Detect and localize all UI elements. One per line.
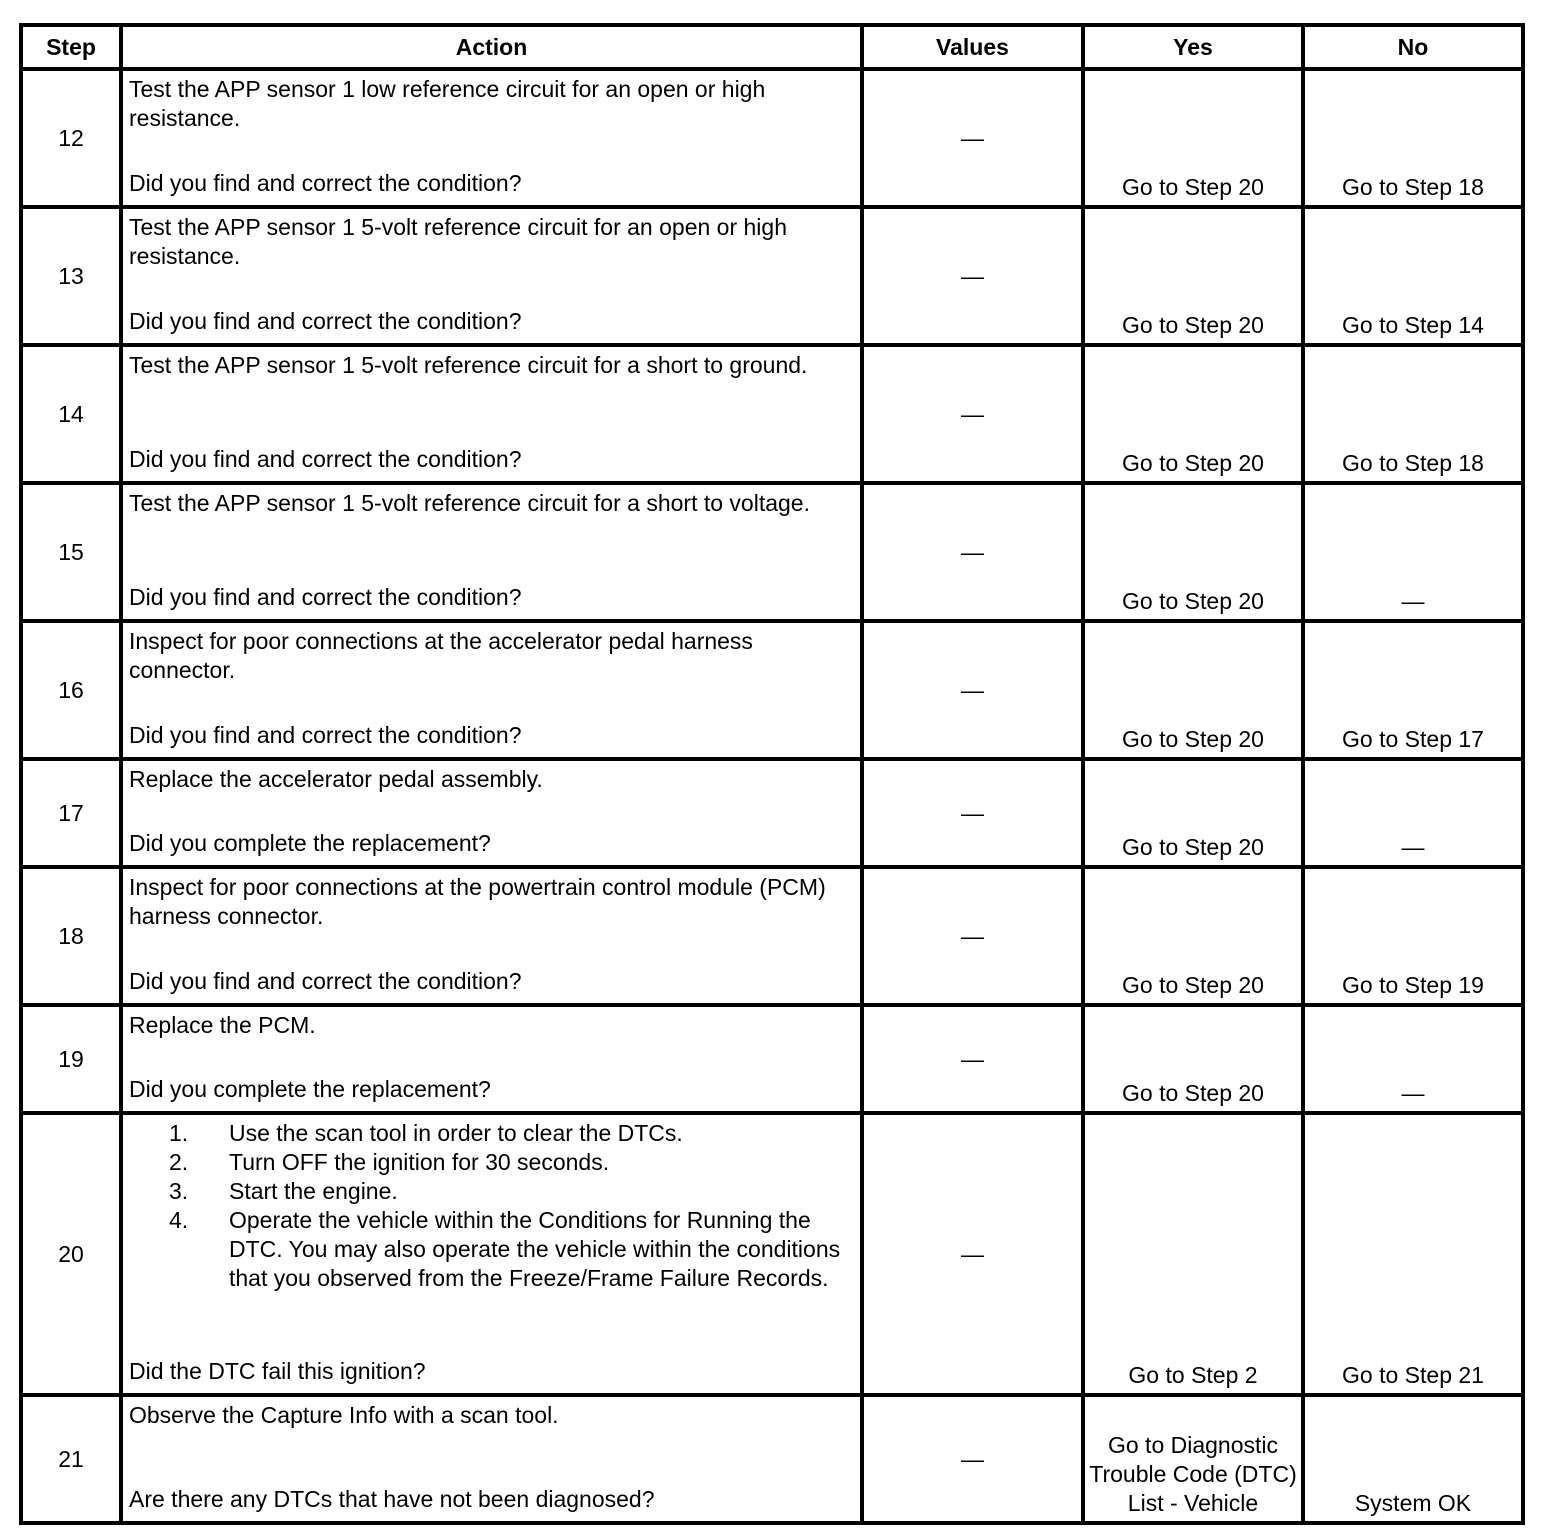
values-cell: — (862, 207, 1083, 345)
table-row (21, 207, 1523, 345)
action-cell (121, 867, 862, 1005)
list-item-number: 4. (169, 1207, 189, 1233)
action-text: Observe the Capture Info with a scan tool. (129, 1402, 559, 1428)
list-item-number: 1. (169, 1120, 189, 1146)
values-cell: — (862, 759, 1083, 867)
yes-cell: Go to Step 20 (1083, 759, 1303, 867)
step-number: 20 (21, 1113, 121, 1395)
list-item-number: 3. (169, 1178, 189, 1204)
yes-cell: Go to Step 20 (1083, 483, 1303, 621)
yes-cell: Go to Step 20 (1083, 207, 1303, 345)
list-item-number: 2. (169, 1149, 189, 1175)
header-row (21, 25, 1523, 69)
action-question: Did you complete the replacement? (129, 830, 491, 856)
header-action: Action (121, 25, 862, 69)
yes-cell: Go to Step 2 (1083, 1113, 1303, 1395)
list-item-text: Operate the vehicle within the Conditions for Running the DTC. You may also operate the vehicle within the conditions that you observed from the Freeze/Frame Failure Records. (229, 1207, 841, 1291)
step-number: 21 (21, 1395, 121, 1523)
header-yes: Yes (1083, 25, 1303, 69)
action-text: Test the APP sensor 1 5-volt reference circuit for a short to voltage. (129, 490, 810, 516)
list-item (169, 1148, 854, 1177)
list-item (169, 1206, 854, 1293)
step-number: 15 (21, 483, 121, 621)
step-number: 18 (21, 867, 121, 1005)
header-no: No (1303, 25, 1523, 69)
table-row (21, 867, 1523, 1005)
action-cell (121, 345, 862, 483)
step-number: 14 (21, 345, 121, 483)
no-cell: Go to Step 17 (1303, 621, 1523, 759)
table-body (21, 69, 1523, 1523)
action-cell (121, 759, 862, 867)
list-item-text: Start the engine. (229, 1178, 398, 1204)
table-row (21, 483, 1523, 621)
no-cell: — (1303, 1005, 1523, 1113)
yes-cell: Go to Diagnostic Trouble Code (DTC) List - Vehicle (1083, 1395, 1303, 1523)
table-row (21, 1113, 1523, 1395)
action-cell (121, 69, 862, 207)
values-cell: — (862, 69, 1083, 207)
list-item-text: Turn OFF the ignition for 30 seconds. (229, 1149, 610, 1175)
action-question: Did you find and correct the condition? (129, 446, 522, 472)
step-number: 17 (21, 759, 121, 867)
table-row (21, 621, 1523, 759)
no-cell: — (1303, 483, 1523, 621)
no-cell: Go to Step 18 (1303, 69, 1523, 207)
table-row (21, 1395, 1523, 1523)
yes-cell: Go to Step 20 (1083, 1005, 1303, 1113)
instruction-list (169, 1119, 854, 1293)
table-row (21, 345, 1523, 483)
list-item (169, 1119, 854, 1148)
action-cell (121, 1395, 862, 1523)
step-number: 12 (21, 69, 121, 207)
no-cell: Go to Step 21 (1303, 1113, 1523, 1395)
action-cell (121, 207, 862, 345)
values-cell: — (862, 483, 1083, 621)
yes-cell: Go to Step 20 (1083, 345, 1303, 483)
action-question: Did you find and correct the condition? (129, 968, 522, 994)
no-cell: System OK (1303, 1395, 1523, 1523)
values-cell: — (862, 1113, 1083, 1395)
table-row (21, 759, 1523, 867)
no-cell: Go to Step 14 (1303, 207, 1523, 345)
yes-cell: Go to Step 20 (1083, 69, 1303, 207)
action-cell (121, 621, 862, 759)
diagnostic-steps-table (19, 23, 1525, 1525)
values-cell: — (862, 867, 1083, 1005)
action-text: Test the APP sensor 1 low reference circuit for an open or high resistance. (129, 76, 766, 131)
action-text: Test the APP sensor 1 5-volt reference circuit for an open or high resistance. (129, 214, 787, 269)
action-question: Did you find and correct the condition? (129, 308, 522, 334)
action-text: Replace the accelerator pedal assembly. (129, 766, 543, 792)
table-row (21, 1005, 1523, 1113)
yes-cell: Go to Step 20 (1083, 867, 1303, 1005)
action-cell (121, 1005, 862, 1113)
action-text: Inspect for poor connections at the powertrain control module (PCM) harness connector. (129, 874, 826, 929)
action-question: Did the DTC fail this ignition? (129, 1358, 426, 1384)
values-cell: — (862, 1395, 1083, 1523)
action-question: Did you complete the replacement? (129, 1076, 491, 1102)
values-cell: — (862, 621, 1083, 759)
action-cell (121, 483, 862, 621)
values-cell: — (862, 345, 1083, 483)
list-item-text: Use the scan tool in order to clear the DTCs. (229, 1120, 683, 1146)
action-text: Test the APP sensor 1 5-volt reference circuit for a short to ground. (129, 352, 808, 378)
list-item (169, 1177, 854, 1206)
step-number: 13 (21, 207, 121, 345)
no-cell: — (1303, 759, 1523, 867)
header-step: Step (21, 25, 121, 69)
no-cell: Go to Step 19 (1303, 867, 1523, 1005)
action-text: Replace the PCM. (129, 1012, 316, 1038)
yes-cell: Go to Step 20 (1083, 621, 1303, 759)
action-question: Are there any DTCs that have not been diagnosed? (129, 1486, 655, 1512)
values-cell: — (862, 1005, 1083, 1113)
step-number: 19 (21, 1005, 121, 1113)
action-text: Inspect for poor connections at the accelerator pedal harness connector. (129, 628, 753, 683)
table-row (21, 69, 1523, 207)
action-question: Did you find and correct the condition? (129, 170, 522, 196)
step-number: 16 (21, 621, 121, 759)
header-values: Values (862, 25, 1083, 69)
action-question: Did you find and correct the condition? (129, 584, 522, 610)
no-cell: Go to Step 18 (1303, 345, 1523, 483)
action-question: Did you find and correct the condition? (129, 722, 522, 748)
action-cell (121, 1113, 862, 1395)
